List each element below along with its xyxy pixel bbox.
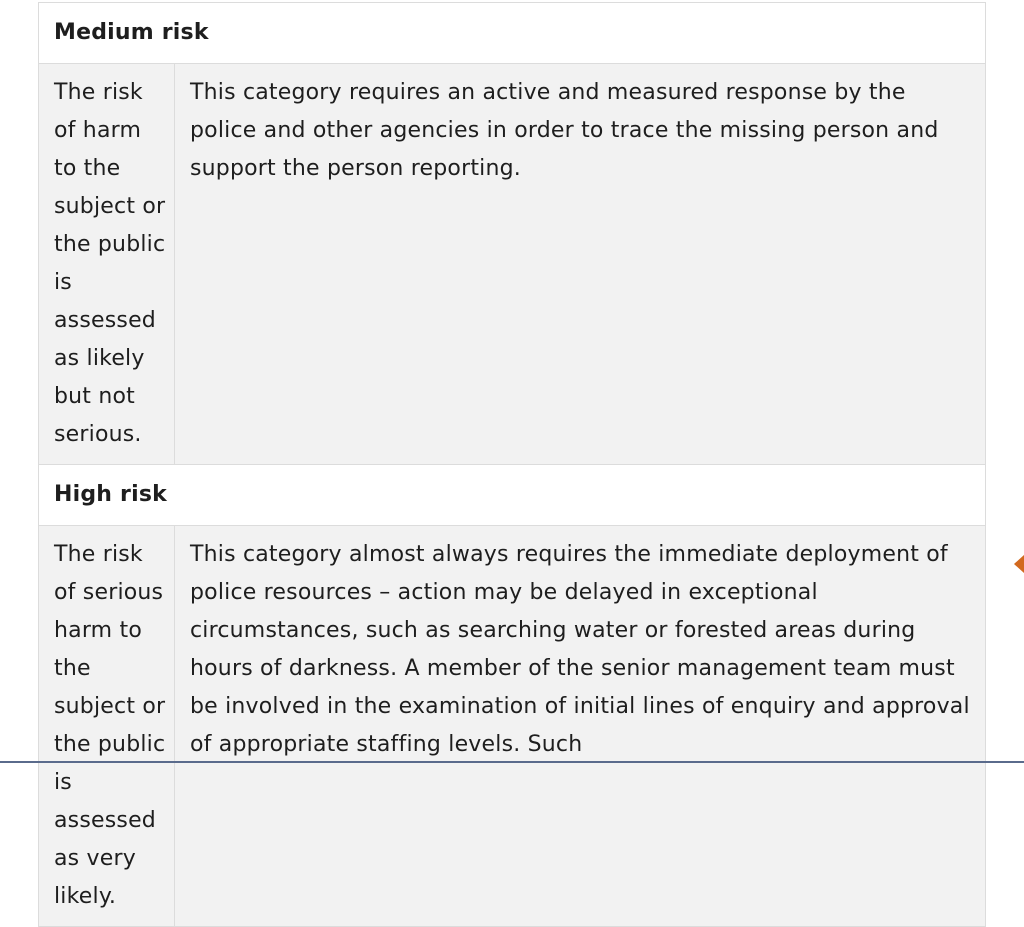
medium-risk-criteria: The risk of harm to the subject or the public is assessed as likely but not serious. [39, 64, 175, 465]
high-risk-row [39, 526, 986, 927]
high-risk-criteria: The risk of serious harm to the subject or the public is assessed as very likely. [39, 526, 175, 927]
medium-risk-heading-row [39, 3, 986, 64]
high-risk-heading-row [39, 465, 986, 526]
high-risk-response: This category almost always requires the immediate deployment of police resources – action may be delayed in exceptional circumstances, such as searching water or forested areas during hours of darkness. A member of the senior management team must be involved in the examination of initial lines of enquiry and approval of appropriate staffing levels. Such [175, 526, 986, 927]
risk-assessment-table [38, 2, 986, 927]
medium-risk-heading: Medium risk [39, 3, 986, 64]
medium-risk-response: This category requires an active and measured response by the police and other agencies in order to trace the missing person and support the person reporting. [175, 64, 986, 465]
page-bottom-divider [0, 761, 1024, 763]
left-arrow-icon[interactable] [1014, 555, 1024, 573]
high-risk-heading: High risk [39, 465, 986, 526]
medium-risk-row [39, 64, 986, 465]
